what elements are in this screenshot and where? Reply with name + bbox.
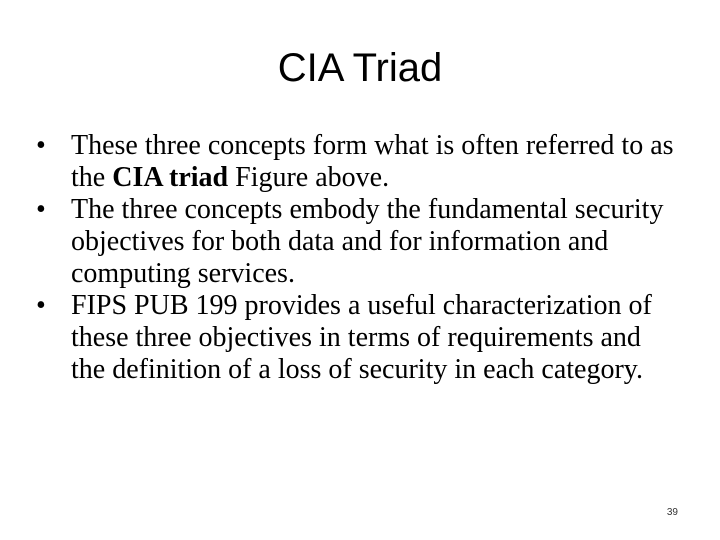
- bullet-list: [36, 130, 676, 386]
- bullet-item-security-objectives: [36, 194, 676, 290]
- bullet-text-start: These three concepts form what is often referred to as the: [71, 130, 674, 193]
- slide-title: CIA Triad: [277, 46, 443, 90]
- bullet-icon: •: [36, 290, 46, 321]
- bullet-icon: •: [36, 130, 46, 161]
- bullet-text: The three concepts embody the fundamental security objectives for both data and for information and computing services.: [71, 194, 664, 289]
- bullet-text: FIPS PUB 199 provides a useful characterization of these three objectives in terms of requirements and the definition of a loss of security in each category.: [71, 290, 652, 385]
- bullet-text-emphasis: CIA triad: [112, 162, 229, 193]
- bullet-text-end: Figure above.: [228, 162, 390, 193]
- bullet-icon: •: [36, 194, 46, 225]
- bullet-item-fips-pub: [36, 290, 676, 386]
- bullet-item-cia-triad: [36, 130, 676, 194]
- page-number: 39: [666, 507, 678, 518]
